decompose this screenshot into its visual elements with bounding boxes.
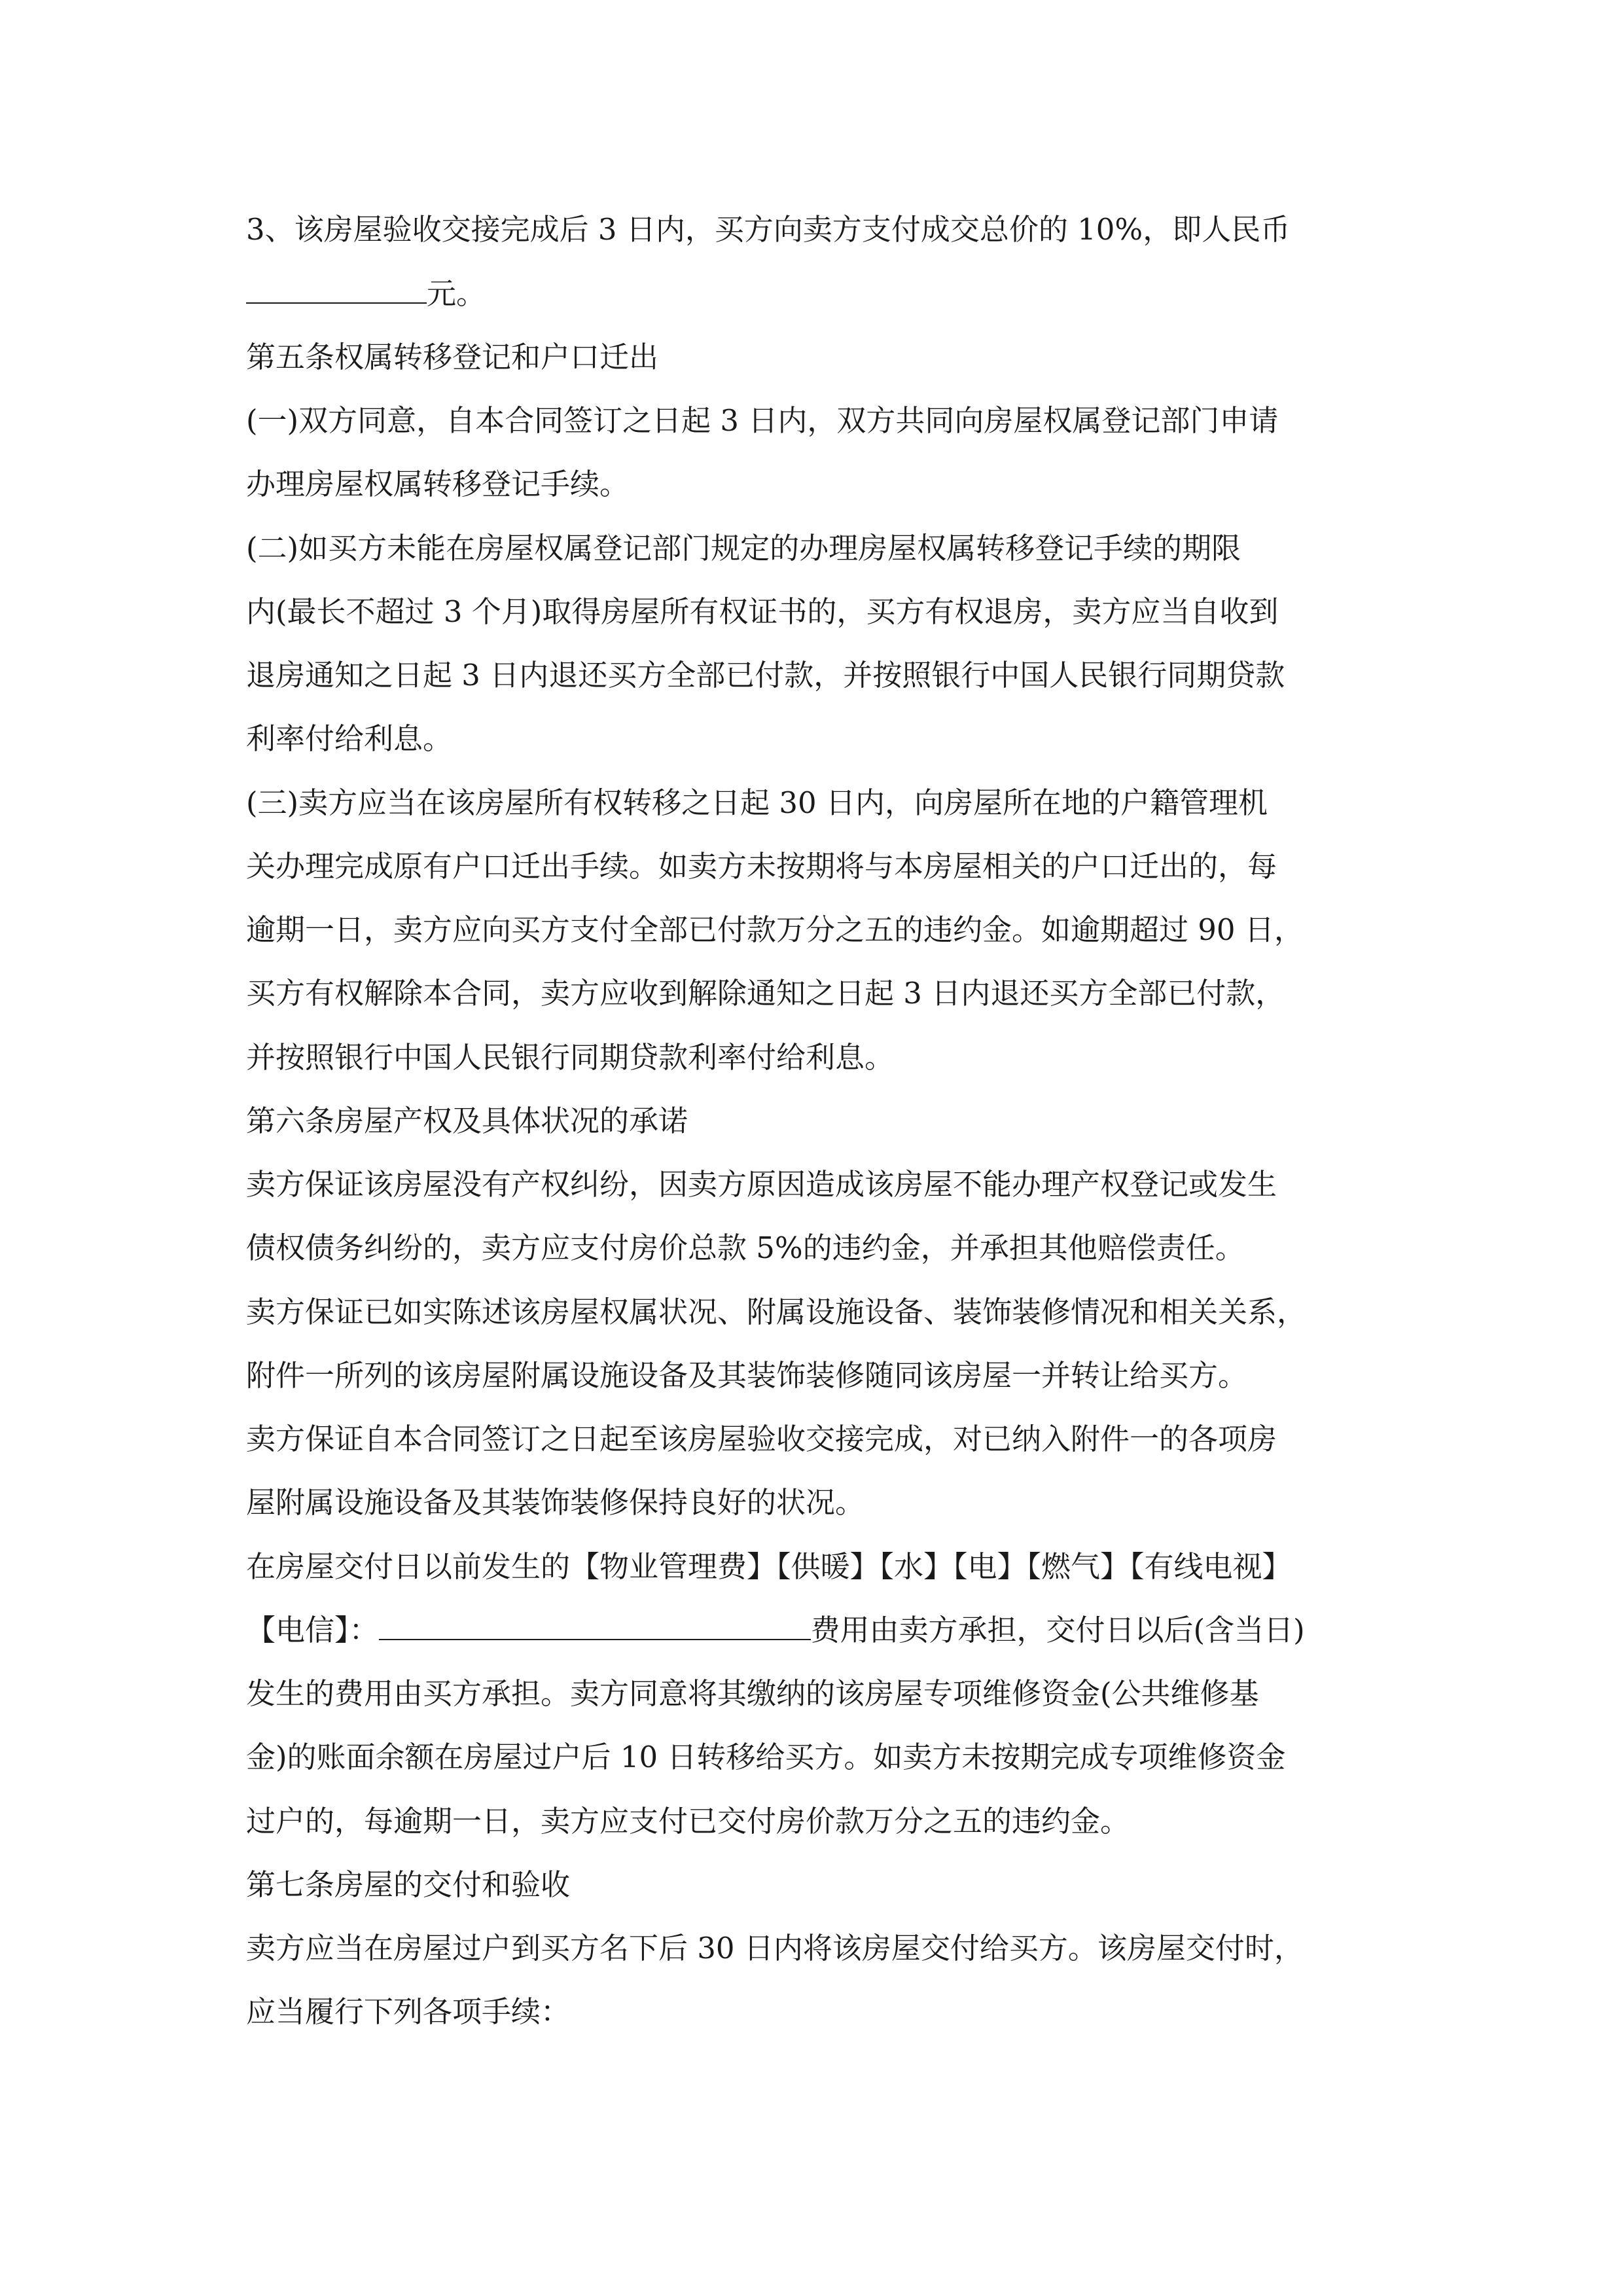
text-line: [246, 899, 1385, 961]
text-line: [246, 708, 1385, 770]
line-text: 卖方应当在房屋过户到买方名下后 30 日内将该房屋交付给买方。该房屋交付时，: [246, 1931, 1304, 1965]
text-line: [246, 1790, 1385, 1853]
fee-blank: [379, 1605, 811, 1640]
section-heading: [246, 1854, 1385, 1916]
line-text: 元。: [427, 276, 486, 311]
line-text: 3、该房屋验收交接完成后 3 日内，买方向卖方支付成交总价的 10%，即人民币: [246, 212, 1291, 247]
line-text: 逾期一日，卖方应向买方支付全部已付款万分之五的违约金。如逾期超过 90 日，: [246, 912, 1304, 947]
line-text: 第五条权属转移登记和户口迁出: [246, 340, 659, 374]
line-text: 【电信】：: [246, 1613, 379, 1647]
text-line: [246, 517, 1385, 580]
line-text: 附件一所列的该房屋附属设施设备及其装饰装修随同该房屋一并转让给买方。: [246, 1358, 1248, 1393]
text-line: [246, 581, 1385, 643]
line-text: 在房屋交付日以前发生的【物业管理费】【供暖】【水】【电】【燃气】【有线电视】: [246, 1549, 1292, 1584]
line-text: 发生的费用由买方承担。卖方同意将其缴纳的该房屋专项维修资金(公共维修基: [246, 1676, 1259, 1711]
line-text: 过户的，每逾期一日，卖方应支付已交付房价款万分之五的违约金。: [246, 1804, 1130, 1839]
line-text: 利率付给利息。: [246, 721, 453, 756]
line-text: 第六条房屋产权及具体状况的承诺: [246, 1103, 688, 1138]
text-line: [246, 198, 1385, 261]
line-text: 费用由卖方承担，交付日以后(含当日): [810, 1613, 1305, 1647]
text-line: [246, 1917, 1385, 1980]
text-line: [246, 1599, 1385, 1662]
line-text: 第七条房屋的交付和验收: [246, 1867, 571, 1902]
line-text: 关办理完成原有户口迁出手续。如卖方未按期将与本房屋相关的户口迁出的，每: [246, 849, 1277, 884]
text-line: [246, 962, 1385, 1025]
line-text: 金)的账面余额在房屋过户后 10 日转移给买方。如卖方未按期完成专项维修资金: [246, 1740, 1286, 1774]
text-line: [246, 1726, 1385, 1789]
amount-blank: [246, 268, 427, 304]
line-text: 卖方保证已如实陈述该房屋权属状况、附属设施设备、装饰装修情况和相关关系，: [246, 1295, 1307, 1329]
text-line: [246, 835, 1385, 898]
text-line: [246, 1662, 1385, 1725]
section-heading: [246, 1090, 1385, 1153]
text-line: [246, 1281, 1385, 1344]
text-line: [246, 772, 1385, 834]
line-text: (二)如买方未能在房屋权属登记部门规定的办理房屋权属转移登记手续的期限: [246, 531, 1241, 565]
line-text: 办理房屋权属转移登记手续。: [246, 467, 630, 501]
text-line: [246, 453, 1385, 516]
line-text: 卖方保证自本合同签订之日起至该房屋验收交接完成，对已纳入附件一的各项房: [246, 1422, 1277, 1456]
text-line: [246, 644, 1385, 707]
text-line: [246, 1026, 1385, 1089]
text-line: [246, 1153, 1385, 1216]
line-text: 卖方保证该房屋没有产权纠纷，因卖方原因造成该房屋不能办理产权登记或发生: [246, 1167, 1277, 1202]
text-line: [246, 1981, 1385, 2043]
line-text: (一)双方同意，自本合同签订之日起 3 日内，双方共同向房屋权属登记部门申请: [246, 403, 1279, 438]
line-text: (三)卖方应当在该房屋所有权转移之日起 30 日内，向房屋所在地的户籍管理机: [246, 785, 1268, 820]
text-line: [246, 1344, 1385, 1407]
line-text: 屋附属设施设备及其装饰装修保持良好的状况。: [246, 1485, 865, 1520]
text-line: [246, 1408, 1385, 1471]
text-line: [246, 262, 1385, 325]
line-text: 应当履行下列各项手续：: [246, 1994, 571, 2029]
text-line: [246, 1535, 1385, 1598]
section-heading: [246, 326, 1385, 389]
text-line: [246, 389, 1385, 452]
line-text: 并按照银行中国人民银行同期贷款利率付给利息。: [246, 1040, 895, 1075]
line-text: 退房通知之日起 3 日内退还买方全部已付款，并按照银行中国人民银行同期贷款: [246, 658, 1285, 692]
line-text: 买方有权解除本合同，卖方应收到解除通知之日起 3 日内退还买方全部已付款，: [246, 976, 1285, 1011]
text-line: [246, 1217, 1385, 1280]
text-line: [246, 1471, 1385, 1534]
line-text: 债权债务纠纷的，卖方应支付房价总款 5%的违约金，并承担其他赔偿责任。: [246, 1230, 1245, 1265]
line-text: 内(最长不超过 3 个月)取得房屋所有权证书的，买方有权退房，卖方应当自收到: [246, 594, 1279, 629]
